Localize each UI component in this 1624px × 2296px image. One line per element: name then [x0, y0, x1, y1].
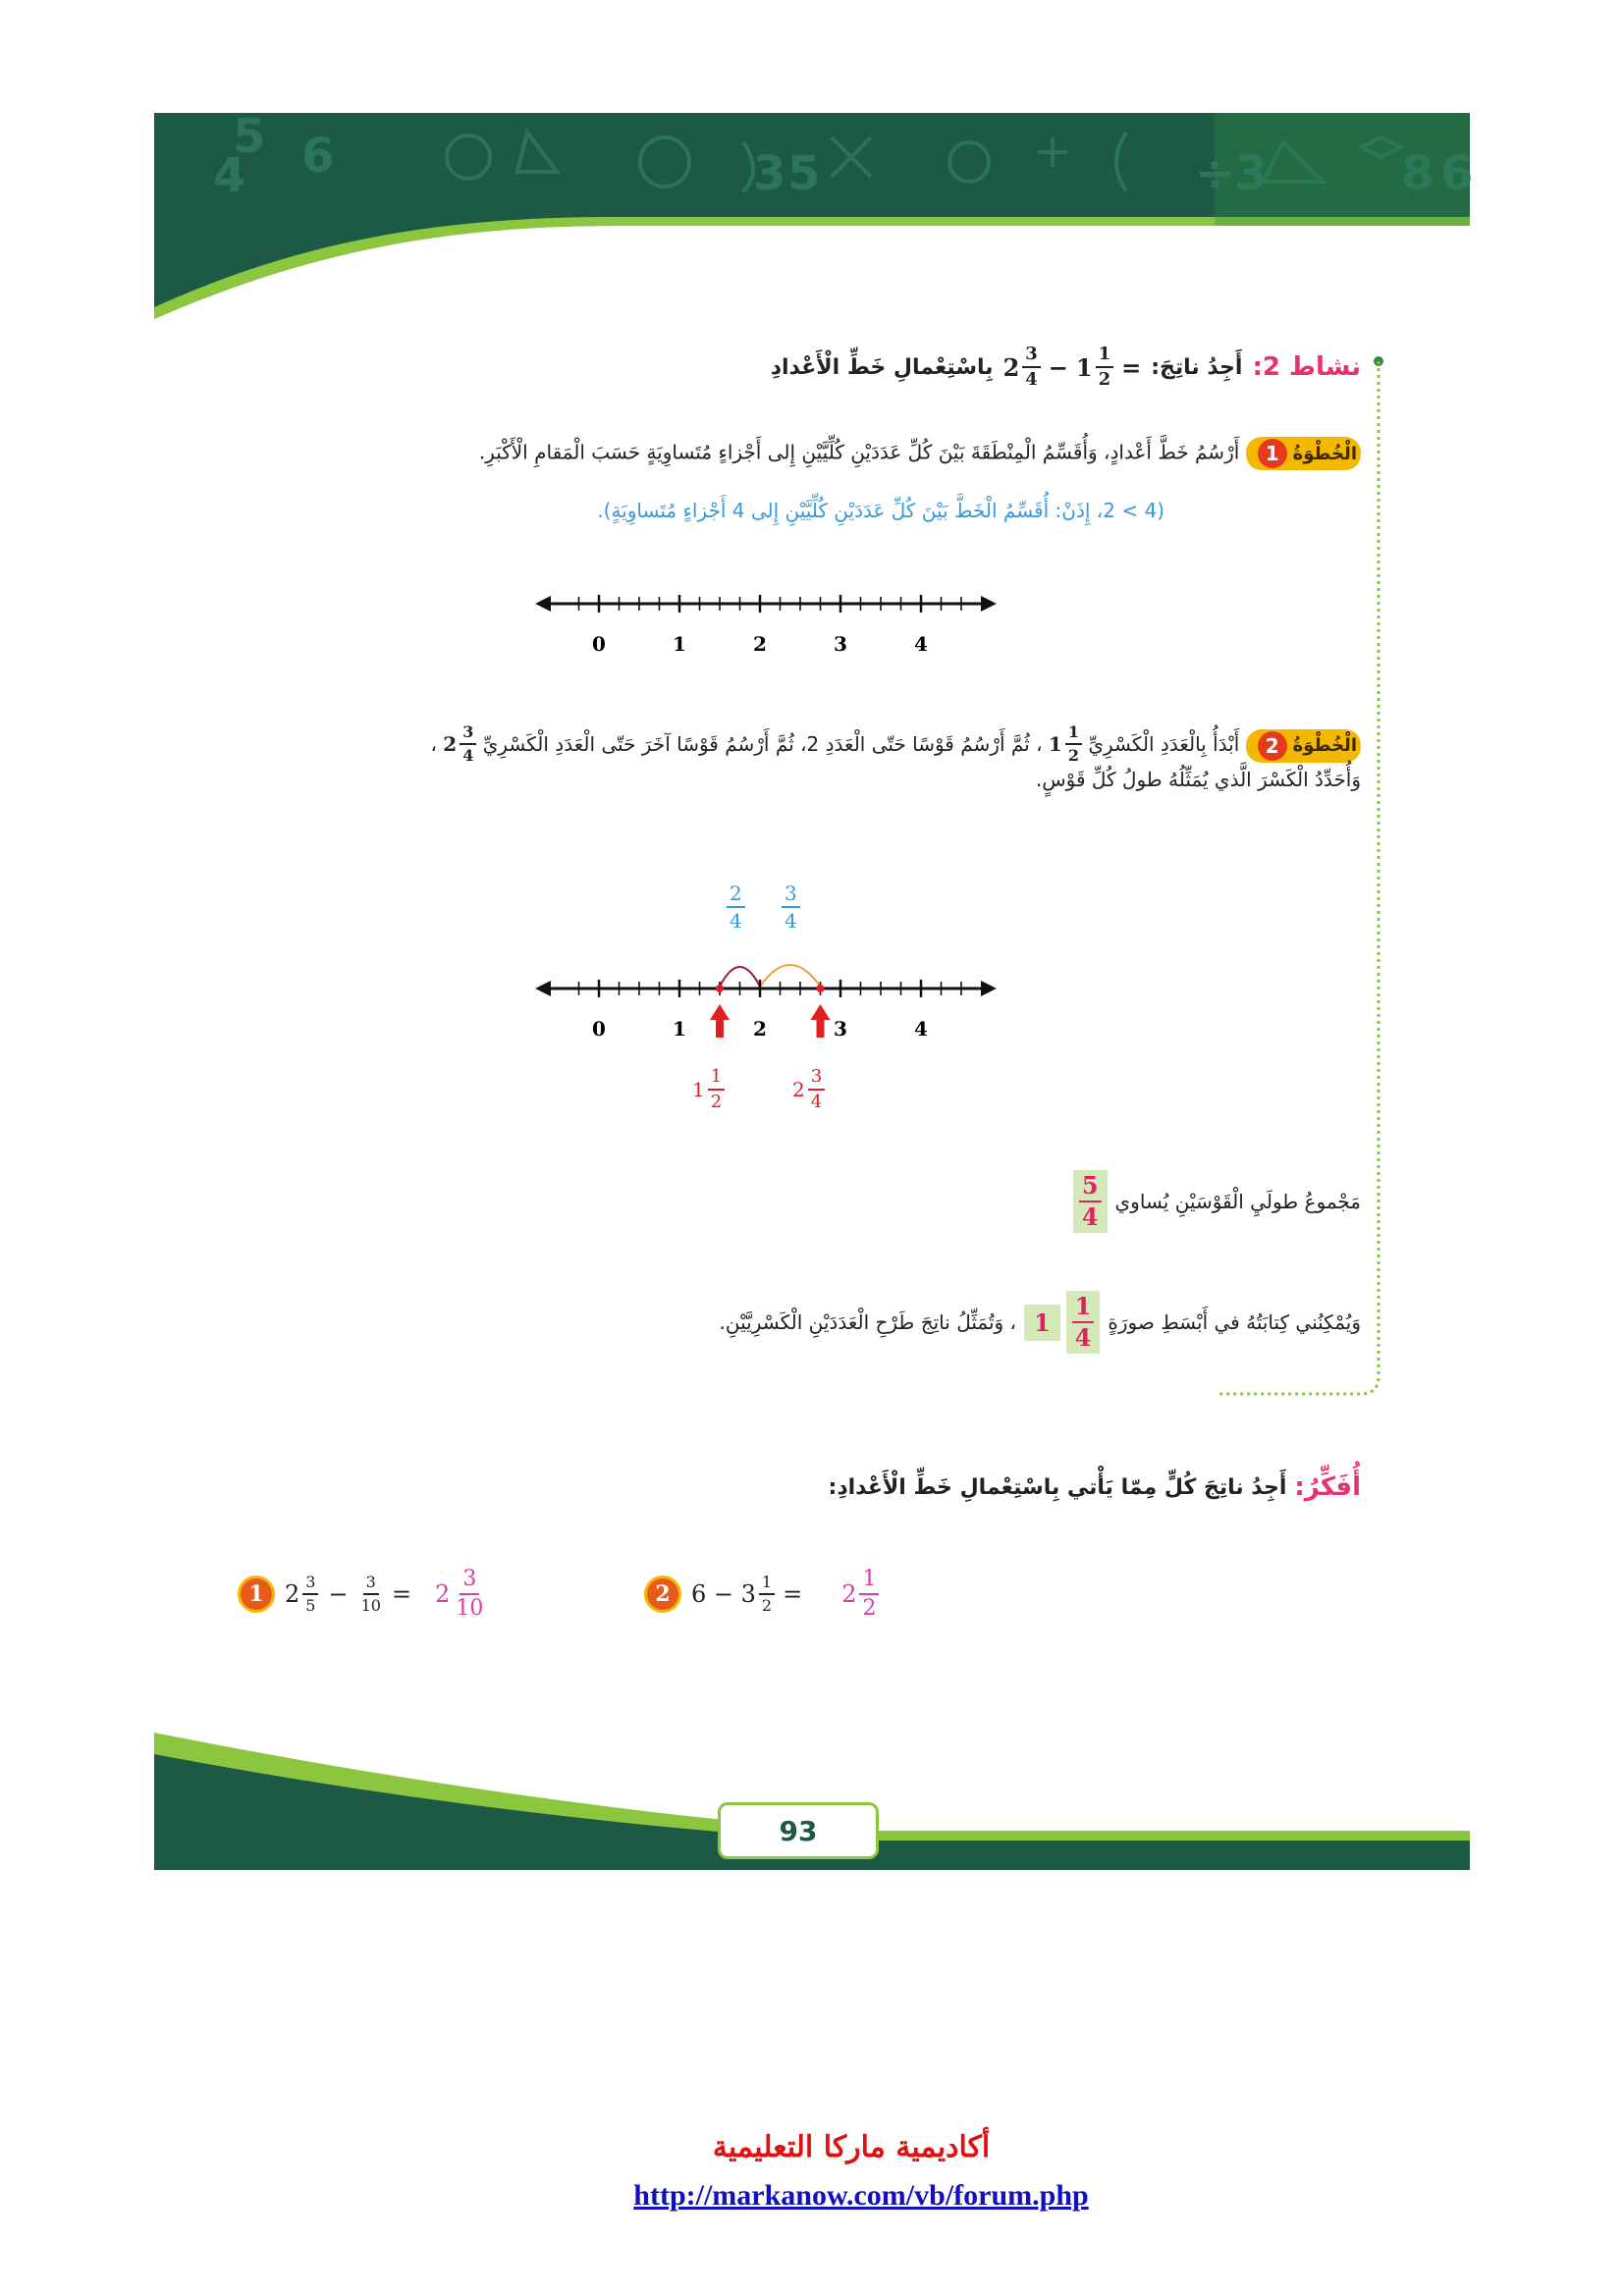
exercise-1-expression — [285, 1575, 411, 1614]
exercise-2-answer-frac — [859, 1569, 879, 1620]
svg-text:3: 3 — [753, 146, 786, 201]
step2-mixed-2 — [443, 724, 476, 764]
arc2-label-num: 3 — [782, 883, 800, 908]
expr-equals: = — [1121, 352, 1142, 382]
step2-text-b: ، ثُمَّ أَرْسُمُ قَوْسًا حَتّى الْعَدَدِ 2، ثُمَّ أَرْسُمُ قَوْسًا آخَرَ حَتّى الْعَدَدِ الْكَسْرِيِّ — [482, 732, 1043, 756]
exercise-1-answer — [435, 1569, 486, 1620]
number-line-2-left-arrow — [535, 981, 551, 996]
page-number: 93 — [779, 1814, 818, 1847]
step2 — [300, 724, 1361, 795]
arc1-label — [727, 883, 745, 931]
exercise-2-answer-whole: 2 — [841, 1580, 857, 1608]
exercise-1-answer-den: 10 — [456, 1596, 484, 1621]
svg-text:5: 5 — [787, 146, 821, 201]
exercise-1 — [238, 1569, 486, 1620]
exercise-1-num-1: 3 — [302, 1575, 318, 1595]
exercise-2-number: 2 — [644, 1575, 681, 1613]
number-line-1-right-arrow — [981, 596, 997, 612]
marker-arrow-1 — [710, 1004, 730, 1038]
number-line-1 — [535, 579, 997, 667]
exercise-1-answer-frac — [453, 1569, 486, 1620]
exercise-2 — [644, 1569, 879, 1620]
step2-badge — [1246, 729, 1361, 763]
think-heading — [829, 1472, 1361, 1502]
exercise-1-den-2: 10 — [360, 1596, 381, 1615]
expr-num-2: 1 — [1096, 346, 1114, 368]
expr-num-1: 3 — [1022, 346, 1041, 368]
svg-text:4: 4 — [213, 148, 246, 203]
think-label: أُفَكِّرُ: — [1294, 1472, 1361, 1502]
step2-mixed-1-whole: 1 — [1048, 732, 1062, 756]
marker2-den: 4 — [810, 1092, 823, 1112]
simplest-text-b: ، وَتُمَثِّلُ ناتِجَ طَرْحِ الْعَدَدَيْنِ الْكَسْرِيَّيْنِ. — [719, 1310, 1016, 1334]
step1-text: أَرْسُمُ خَطَّ أَعْدادٍ، وَأُقَسِّمُ الْمِنْطَقَةَ بَيْنَ كُلِّ عَدَدَيْنِ كُلِّيَّيْنِ إِلى أَجْزاءٍ مُتَساوِيَةٍ حَسَبَ الْمَقامِ الْأَكْبَرِ. — [478, 440, 1240, 464]
exercise-2-answer-den: 2 — [862, 1596, 877, 1621]
exercise-2-answer — [841, 1569, 879, 1620]
step2-mixed-2-whole: 2 — [443, 732, 458, 756]
sum-num: 5 — [1079, 1174, 1102, 1202]
step1-badge-label: الْخُطْوَةُ — [1292, 443, 1357, 464]
footer-url[interactable]: http://markanow.com/vb/forum.php — [633, 2179, 1089, 2212]
sum-den: 4 — [1081, 1202, 1099, 1231]
exercise-2-eq: = — [783, 1580, 803, 1608]
marker-arrow-2 — [811, 1004, 831, 1038]
tick-label-3: 3 — [834, 1017, 847, 1041]
simplest-whole: 1 — [1024, 1305, 1060, 1341]
expr-whole-1: 2 — [1002, 352, 1020, 382]
exercise-1-frac-2 — [358, 1575, 384, 1614]
sum-fraction — [1073, 1170, 1108, 1233]
step2-mixed-2-num: 3 — [460, 724, 476, 745]
exercise-2-num: 1 — [759, 1575, 775, 1595]
number-line-2 — [535, 937, 997, 1045]
exercise-1-den-1: 5 — [305, 1596, 316, 1615]
step2-text-c: ، — [430, 732, 437, 756]
tick-label-3: 3 — [834, 632, 847, 656]
exercise-1-number: 1 — [238, 1575, 275, 1613]
step2-mixed-2-frac — [460, 724, 476, 764]
exercise-2-lhs: 6 − 3 — [691, 1580, 756, 1608]
arc-2 — [760, 965, 821, 987]
footer-academy: أكاديمية ماركا التعليمية — [712, 2130, 991, 2164]
step2-mixed-2-den: 4 — [462, 746, 474, 765]
simplest-text-a: وَيُمْكِنُني كِتابَتُهُ في أَبْسَطِ صورَةٍ — [1108, 1310, 1361, 1334]
exercise-1-answer-whole: 2 — [435, 1580, 451, 1608]
step1-badge — [1246, 437, 1361, 470]
tick-label-4: 4 — [914, 632, 928, 656]
exercise-2-expression — [691, 1575, 802, 1614]
arc1-label-den: 4 — [730, 909, 742, 933]
number-line-2-right-arrow — [981, 981, 997, 996]
simplest-den: 4 — [1074, 1323, 1092, 1352]
marker2-label — [792, 1068, 825, 1111]
think-text: أَجِدُ ناتِجَ كُلٍّ مِمّا يَأْتي بِاسْتِعْمالِ خَطِّ الْأَعْدادِ: — [828, 1474, 1287, 1500]
sum-line — [1073, 1170, 1361, 1233]
activity-label: نشاط 2: — [1252, 352, 1361, 382]
number-line-2-labels — [592, 1017, 928, 1041]
marker1-den: 2 — [710, 1092, 723, 1112]
marker1-label — [692, 1068, 725, 1111]
expr-whole-2: 1 — [1075, 352, 1093, 382]
exercise-1-whole: 2 — [285, 1580, 300, 1608]
simplest-mixed — [1024, 1291, 1100, 1354]
number-line-1-labels — [592, 632, 928, 656]
step2-mixed-1-frac — [1065, 724, 1082, 764]
marker1-num: 1 — [708, 1068, 725, 1091]
tick-label-0: 0 — [592, 1017, 606, 1041]
exercise-1-num-2: 3 — [363, 1575, 379, 1595]
page-number-box — [718, 1802, 879, 1859]
simplest-line — [720, 1291, 1361, 1354]
activity-instruction: أَجِدُ ناتِجَ: — [1151, 354, 1243, 380]
svg-text:6: 6 — [301, 129, 335, 184]
marker1-whole: 1 — [692, 1078, 705, 1101]
svg-text:6: 6 — [1440, 146, 1474, 201]
marker2-whole: 2 — [792, 1078, 805, 1101]
sum-text: مَجْموعُ طولَيِ الْقَوْسَيْنِ يُساوي — [1114, 1190, 1361, 1213]
arc2-label — [782, 883, 800, 931]
exercise-1-frac-1 — [302, 1575, 318, 1614]
activity-method: بِاسْتِعْمالِ خَطِّ الْأَعْدادِ — [770, 354, 994, 380]
exercise-1-answer-num: 3 — [460, 1569, 479, 1595]
step2-badge-label: الْخُطْوَةُ — [1292, 735, 1357, 756]
number-line-2-point-2 — [817, 985, 825, 992]
step2-mixed-1 — [1049, 724, 1082, 764]
arc1-label-num: 2 — [727, 883, 745, 908]
step2-text-line2: وَأُحَدِّدُ الْكَسْرَ الَّذي يُمَثِّلُهُ طولُ كُلِّ قَوْسٍ. — [1035, 768, 1361, 791]
step1-badge-number: 1 — [1258, 439, 1287, 468]
exercise-2-den: 2 — [761, 1596, 773, 1615]
step1-note: (4 > 2، إِذَنْ: أُقَسِّمُ الْخَطَّ بَيْنَ كُلِّ عَدَدَيْنِ كُلِّيَّيْنِ إِلى 4 أَجْزاءٍ مُتَساوِيَةٍ). — [597, 499, 1164, 522]
svg-text:8: 8 — [1401, 146, 1435, 201]
tick-label-0: 0 — [592, 632, 606, 656]
tick-label-1: 1 — [673, 632, 686, 656]
simplest-frac — [1066, 1291, 1101, 1354]
step2-mixed-1-den: 2 — [1067, 746, 1079, 765]
tick-label-2: 2 — [753, 1017, 767, 1041]
expr-den-2: 2 — [1098, 369, 1111, 390]
arc2-label-den: 4 — [785, 909, 797, 933]
exercise-2-answer-num: 1 — [859, 1569, 879, 1595]
marker2-frac — [808, 1068, 825, 1111]
step2-mixed-1-num: 1 — [1065, 724, 1082, 745]
tick-label-4: 4 — [914, 1017, 928, 1041]
simplest-num: 1 — [1072, 1295, 1095, 1323]
number-line-1-left-arrow — [535, 596, 551, 612]
step2-badge-number: 2 — [1258, 731, 1287, 761]
number-line-2-point-1 — [716, 985, 724, 992]
expr-minus: − — [1048, 352, 1068, 382]
expr-den-1: 4 — [1025, 369, 1038, 390]
tick-label-2: 2 — [753, 632, 767, 656]
marker1-frac — [708, 1068, 725, 1111]
marker2-num: 3 — [808, 1068, 825, 1091]
svg-text:÷3: ÷3 — [1195, 146, 1268, 201]
step1 — [320, 437, 1361, 470]
svg-text:5: 5 — [233, 109, 266, 164]
exercise-2-frac — [759, 1575, 775, 1614]
tick-label-1: 1 — [673, 1017, 686, 1041]
step2-text-a: أَبْدَأُ بِالْعَدَدِ الْكَسْرِيِّ — [1088, 732, 1240, 756]
exercise-1-eq: = — [391, 1580, 412, 1608]
exercise-1-op: − — [328, 1580, 349, 1608]
